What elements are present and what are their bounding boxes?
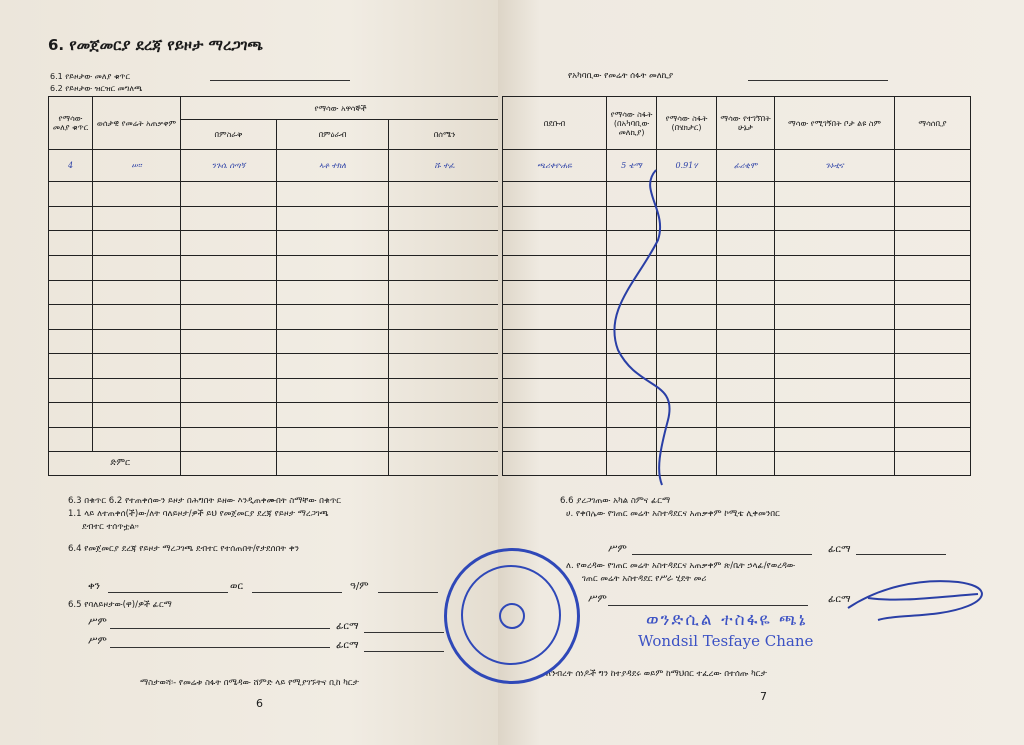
table-row	[49, 150, 499, 182]
col-remark: ማሳሰቢያ	[895, 97, 971, 150]
cell-location-name: ጉኑቲና	[775, 150, 895, 182]
table-row	[503, 256, 971, 281]
para-6-3: 6.3 በቁጥር 6.2 የተጠቀሰውን ይዞታ በሕግበት ይዘው እንዲጠቀሙበት ስማቸው በቁጥር	[68, 496, 342, 506]
table-row	[503, 329, 971, 354]
table-row	[49, 329, 499, 354]
table-row	[49, 354, 499, 379]
para-6-3c: ደብተር ተሰጥቷል።	[82, 522, 139, 532]
table-row	[503, 403, 971, 428]
woreda-head-label-2: ገጠር መሬት አስተዳደር የሥራ ሂደት መሪ	[582, 574, 707, 584]
col-south: በደቡብ	[503, 97, 607, 150]
table-row	[49, 427, 499, 452]
date-month-label: ወር	[230, 581, 243, 592]
col-land-use: ወሰታዊ የመሬት አጠቃቀም	[93, 97, 181, 150]
table-row	[503, 427, 971, 452]
parcel-id-label: 6.1 የይዞታው መለያ ቁጥር	[50, 72, 130, 81]
table-row	[503, 231, 971, 256]
footer-note: ለንብረት ሰነዶች ግን ከተያዳደሩ ወይም ከማህበር ተፈረው በተሰጡ ካርታ	[546, 669, 767, 679]
area-unit-label: የአካባቢው የመሬት ሰፋት መለኪያ	[568, 71, 674, 81]
col-parcel-id: የማሳው መለያ ቁጥር	[49, 97, 93, 150]
table-total-row	[503, 452, 971, 476]
parcel-table-left	[48, 96, 498, 476]
cell-area-ha: 0.91ሃ	[657, 150, 717, 182]
kebele-chair-label: ሀ. የቀበሌው የገጠር መሬት አስተዳደርና አጠቃቀም ኮሚቴ ሊቀመንበር	[566, 509, 780, 519]
cell-south: ጫሪቀዮሐዬ	[503, 150, 607, 182]
col-east: በምስራቅ	[181, 120, 277, 150]
col-north: በሰሜን	[389, 120, 499, 150]
table-row	[503, 354, 971, 379]
col-location-name: ማሳው የሚገኝበት ቦታ ልዩ ስም	[775, 97, 895, 150]
left-page	[0, 0, 498, 745]
cell-land-use: ሠ፡፡	[93, 150, 181, 182]
woreda-sign-label: ፊርማ	[828, 594, 851, 605]
stamp-name-latin: Wondsil Tesfaye Chane	[638, 632, 814, 650]
col-fertility: ማሳው የተገኘበት ሁኔታ	[717, 97, 775, 150]
col-west: በምዕራብ	[277, 120, 389, 150]
table-row	[503, 182, 971, 207]
table-row	[49, 280, 499, 305]
verifier-label: 6.6 ያረጋገጠው አካል ስምና ፊርማ	[560, 496, 671, 506]
holder1-name-label: ሥም	[88, 617, 107, 628]
chair-sign-label: ፊርማ	[828, 544, 851, 555]
table-row	[49, 305, 499, 330]
office-seal-icon	[444, 548, 580, 684]
holder2-name-label: ሥም	[88, 636, 107, 647]
total-label: ድምር	[49, 452, 181, 476]
note-text: ማስታወሻ፡- የመሬቱ ስፋት በሜዳው ሸምድ ላይ የሚያገኙትና ቢከ ካርታ	[140, 678, 359, 688]
para-6-3b: 1.1 ላይ ለተጠቀሰ(ች)ው/ለት ባለይዞታ/ዎች ይህ የመጀመርያ ደረጃ የይዞታ ማረጋገጫ	[68, 509, 329, 519]
table-row	[503, 150, 971, 182]
stamp-name-amharic: ወንድሲል ተስፋዬ ጫኔ	[646, 610, 808, 630]
holder-sign-label: 6.5 የባለይዞታው(ዋ)/ዎች ፊርማ	[68, 600, 172, 610]
table-row	[49, 182, 499, 207]
chair-name-label: ሥም	[608, 544, 627, 555]
table-row	[503, 305, 971, 330]
table-row	[49, 378, 499, 403]
table-total-row	[49, 452, 499, 476]
holder1-sign-label: ፊርማ	[336, 621, 359, 632]
holder2-sign-label: ፊርማ	[336, 640, 359, 651]
col-area-local: የማሳው ስፋት (በአካባቢው መለኪያ)	[607, 97, 657, 150]
parcel-detail-label: 6.2 የይዞታው ዝርዝር መግለጫ	[50, 84, 143, 93]
page-number-left: 6	[256, 697, 263, 710]
table-row	[503, 280, 971, 305]
cell-north: ሹ ተፈ	[389, 150, 499, 182]
parcel-table-right	[502, 96, 971, 476]
date-day-label: ቀን	[88, 581, 100, 592]
table-row	[49, 256, 499, 281]
woreda-head-label: ለ. የወረዳው የገጠር መሬት አስተዳደርና አጠቃቀም ጽ/ቤት ኃላፊ/የወረዳው	[566, 561, 796, 571]
cancellation-line-icon	[598, 160, 718, 490]
table-row	[503, 378, 971, 403]
signature-icon	[838, 568, 998, 632]
col-area-ha: የማሳው ስፋት (በሄክታር)	[657, 97, 717, 150]
woreda-name-label: ሥም	[588, 594, 607, 605]
section-title: 6. የመጀመርያ ደረጃ የይዞታ ማረጋገጫ	[48, 36, 263, 54]
table-row	[49, 206, 499, 231]
date-year-label: ዓ/ም	[350, 581, 369, 592]
issue-date-label: 6.4 የመጀመርያ ደረጃ የይዞታ ማረጋገጫ ደብተር የተሰጠበት/የታደሰበት ቀን	[68, 544, 299, 554]
cell-fertility: ፊሪቂሞ	[717, 150, 775, 182]
col-boundaries: የማሳው አዋሳኞች	[181, 97, 499, 120]
cell-west: ኣቶ ተክለ	[277, 150, 389, 182]
cell-area-local: 5 ቴማ	[607, 150, 657, 182]
cell-parcel-id: 4	[49, 150, 93, 182]
table-row	[49, 403, 499, 428]
table-row	[503, 206, 971, 231]
page-number-right: 7	[760, 690, 767, 703]
table-row	[49, 231, 499, 256]
parcel-id-line	[210, 80, 350, 81]
cell-east: ንጉሴ ሰጣኝ	[181, 150, 277, 182]
